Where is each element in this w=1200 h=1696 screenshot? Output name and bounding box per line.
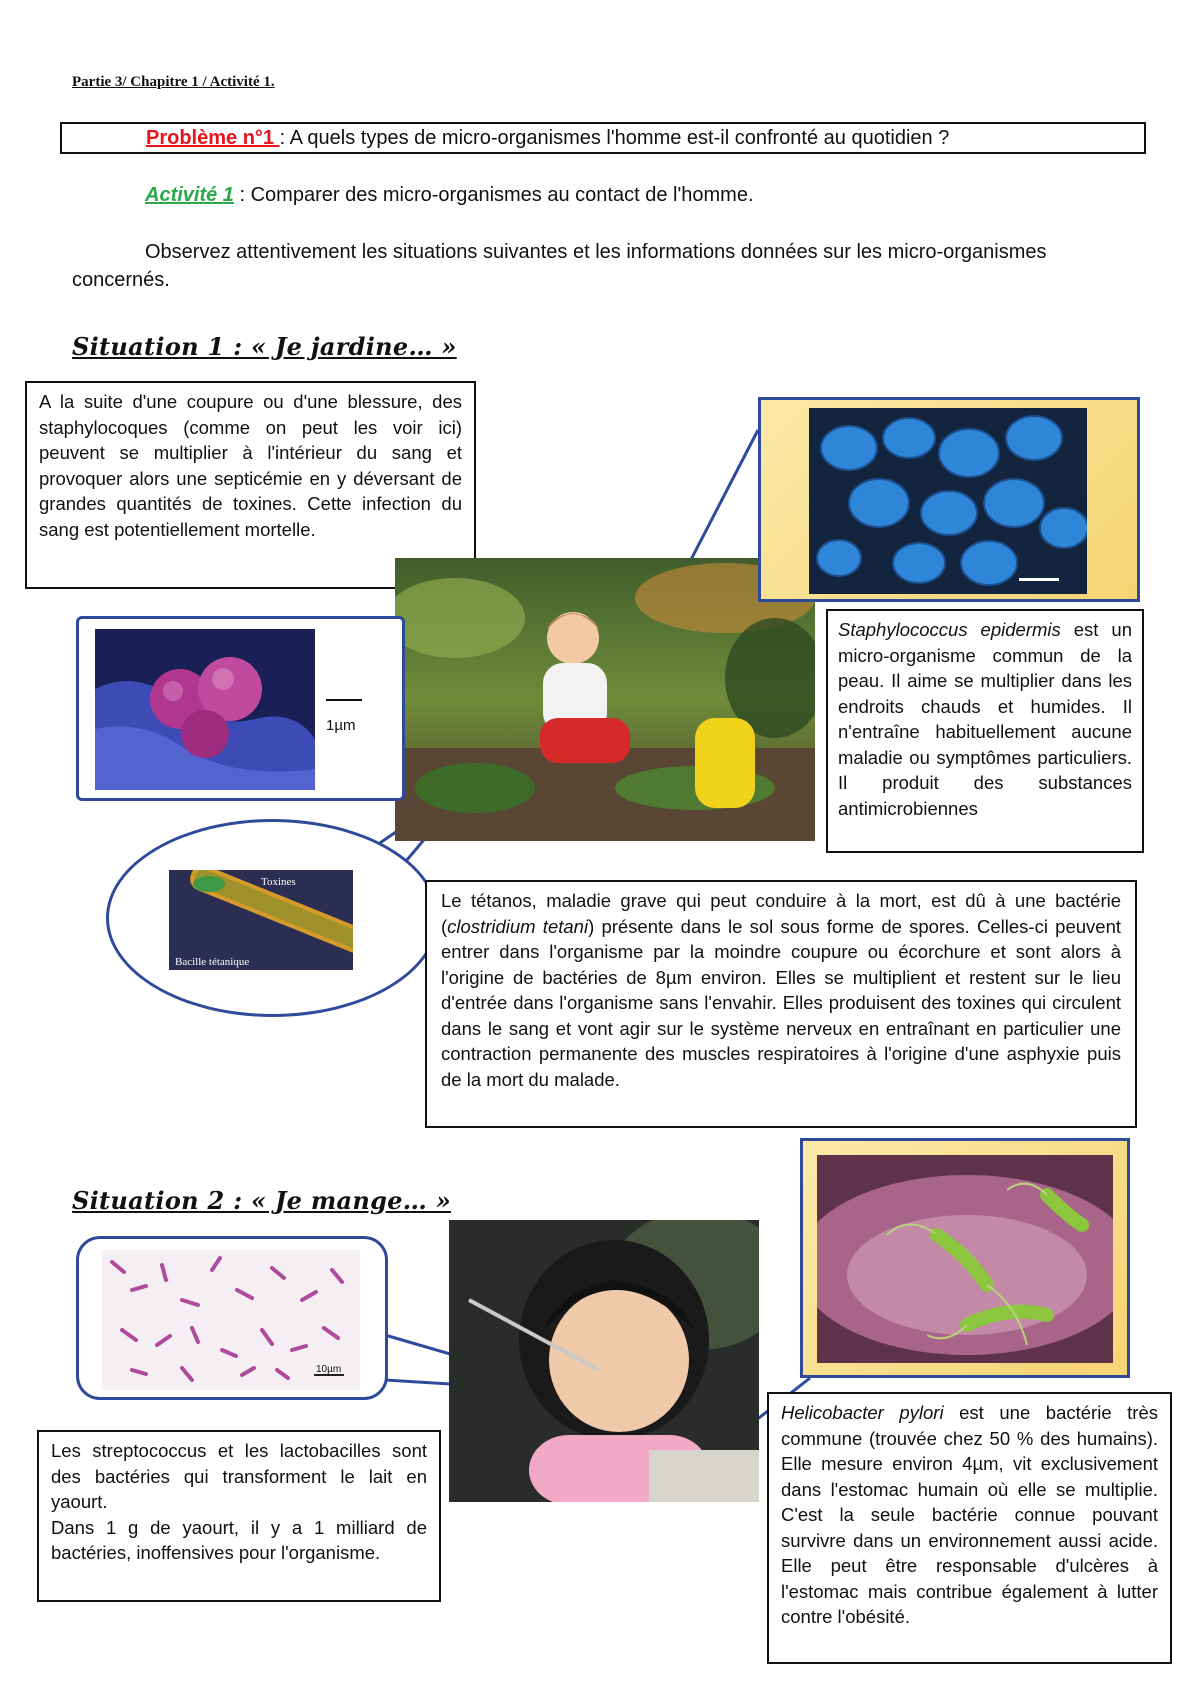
bacille-label: Bacille tétanique — [175, 956, 250, 968]
problem-label: Problème n°1 — [146, 127, 280, 149]
epidermis-micrograph-frame — [758, 397, 1140, 602]
pylori-textbox — [767, 1392, 1172, 1664]
micro-scale-label: 10µm — [316, 1364, 342, 1375]
yaourt-paragraph-2: Dans 1 g de yaourt, il y a 1 milliard de bactéries, inoffensives pour l'organisme. — [51, 1516, 427, 1563]
staph-micrograph-image — [95, 629, 315, 790]
epidermis-paragraph — [838, 617, 1132, 821]
activity-label: Activité 1 — [145, 184, 234, 206]
scale-bar-line — [326, 699, 362, 701]
epidermis-text: est un micro-organisme commun de la peau. Il aime se multiplier dans les endroits chauds et humides. Il n'entraîne habituellement aucune maladie ou symptômes particuliers. Il produit des substances antimicrobiennes — [838, 619, 1132, 819]
scale-bar-label: 1µm — [326, 717, 356, 734]
problem-text: : A quels types de micro-organismes l'homme est-il confronté au quotidien ? — [279, 127, 950, 149]
toxines-label: Toxines — [261, 876, 296, 888]
epidermis-species-name: Staphylococcus epidermis — [838, 619, 1061, 640]
pylori-text: est une bactérie très commune (trouvée chez 50 % des humains). Elle mesure environ 4µm, vit exclusivement dans l'estomac humain où elle se multiplie. C'est la seule bactérie connue pouvant survivre dans un environnement aussi acide. Elle peut être responsable d'ulcères à l'estomac mais contribue également à lutter contre l'obésité. — [781, 1402, 1158, 1627]
child-eating-photo — [449, 1220, 759, 1502]
pylori-micrograph-frame — [800, 1138, 1130, 1378]
pylori-paragraph — [781, 1400, 1158, 1630]
instruction-text: Observez attentivement les situations suivantes et les informations données sur les micro-organismes concernés. — [72, 241, 1047, 291]
child-gardening-photo — [395, 558, 815, 841]
situation-1-title: Situation 1 : « Je jardine… » — [72, 332, 457, 361]
staph-micrograph-bubble — [76, 616, 405, 801]
lactobacilli-bubble — [76, 1236, 388, 1400]
tetanus-text-before: Le tétanos, maladie grave qui peut conduire à la mort, est dû à une bactérie ( — [441, 890, 1121, 937]
yaourt-textbox — [37, 1430, 441, 1602]
epidermis-textbox — [826, 609, 1144, 853]
tetanus-species-name: clostridium tetani — [447, 915, 589, 937]
epidermis-micrograph-image — [809, 408, 1087, 594]
tetanus-bubble — [106, 819, 439, 1017]
tetanus-paragraph — [441, 888, 1121, 1092]
tetanus-text-after: ) présente dans le sol sous forme de spores. Celles-ci peuvent entrer dans l'organisme par la moindre coupure ou écorchure et sont alors à l'origine de bactéries de 8µm environ. Elles se multiplient et restent sur le lieu d'entrée dans l'organisme sans l'envahir. Elles produisent des toxines qui circulent dans le sang et vont agir sur le système nerveux en entraînant en particulier une contraction permanente des muscles respiratoires à l'origine d'une asphyxie puis de la mort du malade. — [441, 915, 1121, 1090]
activity-text: : Comparer des micro-organismes au contact de l'homme. — [233, 184, 754, 206]
page-header: Partie 3/ Chapitre 1 / Activité 1. — [72, 74, 275, 90]
staphylococcus-text: A la suite d'une coupure ou d'une blessure, des staphylocoques (comme on peut les voir ici) peuvent se multiplier à l'intérieur du sang et provoquer alors une septicémie en y déversant de grandes quantités de toxines. Cette infection du sang est potentiellement mortelle. — [39, 391, 462, 540]
pylori-species-name: Helicobacter pylori — [781, 1402, 944, 1423]
pylori-micrograph-image — [817, 1155, 1113, 1363]
tetanus-textbox — [425, 880, 1137, 1128]
situation-2-title: Situation 2 : « Je mange… » — [72, 1186, 452, 1215]
yaourt-paragraph-1: Les streptococcus et les lactobacilles sont des bactéries qui transforment le lait en yaourt. — [51, 1440, 427, 1512]
